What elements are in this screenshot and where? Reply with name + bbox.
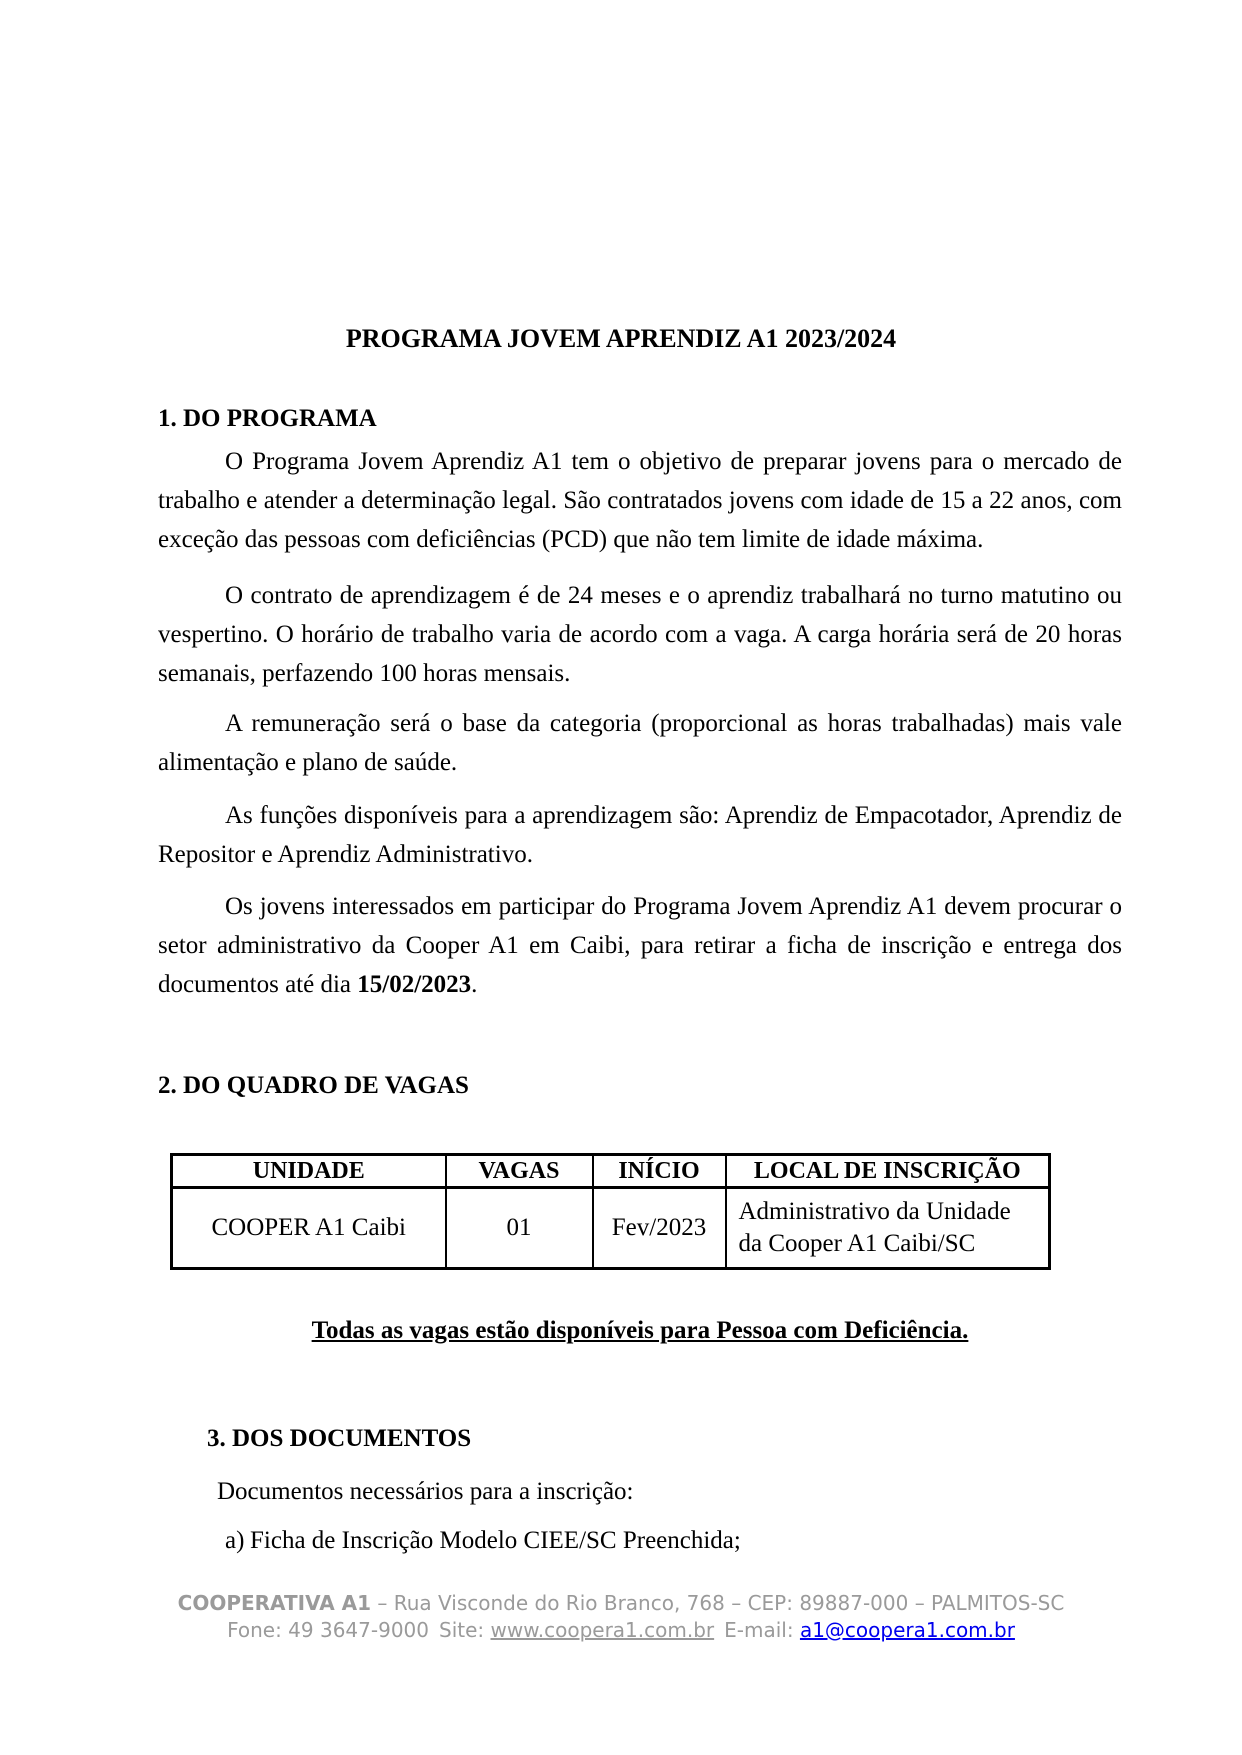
cell-inicio: Fev/2023 — [593, 1188, 726, 1269]
paragraph-programa-3: A remuneração será o base da categoria (proporcional as horas trabalhadas) mais vale alimentação e plano de saúde. — [158, 710, 1122, 776]
document-list-item-a — [225, 1525, 741, 1556]
paragraph-programa-5 — [158, 887, 1122, 1004]
list-item-a-text: Ficha de Inscrição Modelo CIEE/SC Preenchida; — [250, 1527, 741, 1554]
cell-unidade: COOPER A1 Caibi — [172, 1188, 446, 1269]
column-header-vagas: VAGAS — [446, 1155, 593, 1188]
column-header-inicio: INÍCIO — [593, 1155, 726, 1188]
cell-vagas: 01 — [446, 1188, 593, 1269]
paragraph-programa-1: O Programa Jovem Aprendiz A1 tem o objetivo de preparar jovens para o mercado de trabalho e atender a determinação legal. São contratados jovens com idade de 15 a 22 anos, com exceção das pessoas com deficiências (PCD) que não tem limite de idade máxima. — [158, 448, 1122, 553]
footer-contact-line — [0, 1617, 1242, 1644]
phone-number: Fone: 49 3647-9000 — [227, 1618, 429, 1642]
page-footer — [0, 1590, 1242, 1644]
pcd-availability-note: Todas as vagas estão disponíveis para Pessoa com Deficiência. — [311, 1317, 969, 1344]
column-header-unidade: UNIDADE — [172, 1155, 446, 1188]
documents-intro: Documentos necessários para a inscrição: — [217, 1478, 634, 1505]
email-link[interactable]: a1@coopera1.com.br — [799, 1618, 1015, 1642]
list-marker-a: a) — [225, 1527, 245, 1554]
footer-address-line — [0, 1590, 1242, 1617]
table-header-row — [172, 1155, 1050, 1188]
paragraph-5-period: . — [471, 971, 478, 998]
column-header-local: LOCAL DE INSCRIÇÃO — [726, 1155, 1050, 1188]
table-row — [172, 1188, 1050, 1269]
paragraph-programa-4: As funções disponíveis para a aprendizagem são: Aprendiz de Empacotador, Aprendiz de Repositor e Aprendiz Administrativo. — [158, 802, 1122, 868]
paragraph-5-text: Os jovens interessados em participar do Programa Jovem Aprendiz A1 devem procurar o setor administrativo da Cooper A1 em Caibi, para retirar a ficha de inscrição e entrega dos documentos até dia — [158, 893, 1122, 998]
vacancies-table — [170, 1153, 1051, 1270]
cell-local-inscricao: Administrativo da Unidade da Cooper A1 Caibi/SC — [726, 1188, 1050, 1269]
paragraph-programa-2: O contrato de aprendizagem é de 24 meses e o aprendiz trabalhará no turno matutino ou vespertino. O horário de trabalho varia de acordo com a vaga. A carga horária será de 20 horas semanais, perfazendo 100 horas mensais. — [158, 582, 1122, 687]
deadline-date: 15/02/2023 — [357, 971, 472, 998]
section-2-heading: 2. DO QUADRO DE VAGAS — [158, 1072, 469, 1099]
section-3-heading: 3. DOS DOCUMENTOS — [207, 1425, 472, 1452]
document-title: PROGRAMA JOVEM APRENDIZ A1 2023/2024 — [345, 324, 897, 353]
site-label: Site: — [439, 1618, 491, 1642]
section-1-heading: 1. DO PROGRAMA — [158, 405, 377, 432]
website-link[interactable]: www.coopera1.com.br — [490, 1618, 715, 1642]
email-label: E-mail: — [724, 1618, 800, 1642]
company-name: COOPERATIVA A1 — [177, 1591, 372, 1615]
company-address: – Rua Visconde do Rio Branco, 768 – CEP: 89887-000 – PALMITOS-SC — [371, 1591, 1065, 1615]
